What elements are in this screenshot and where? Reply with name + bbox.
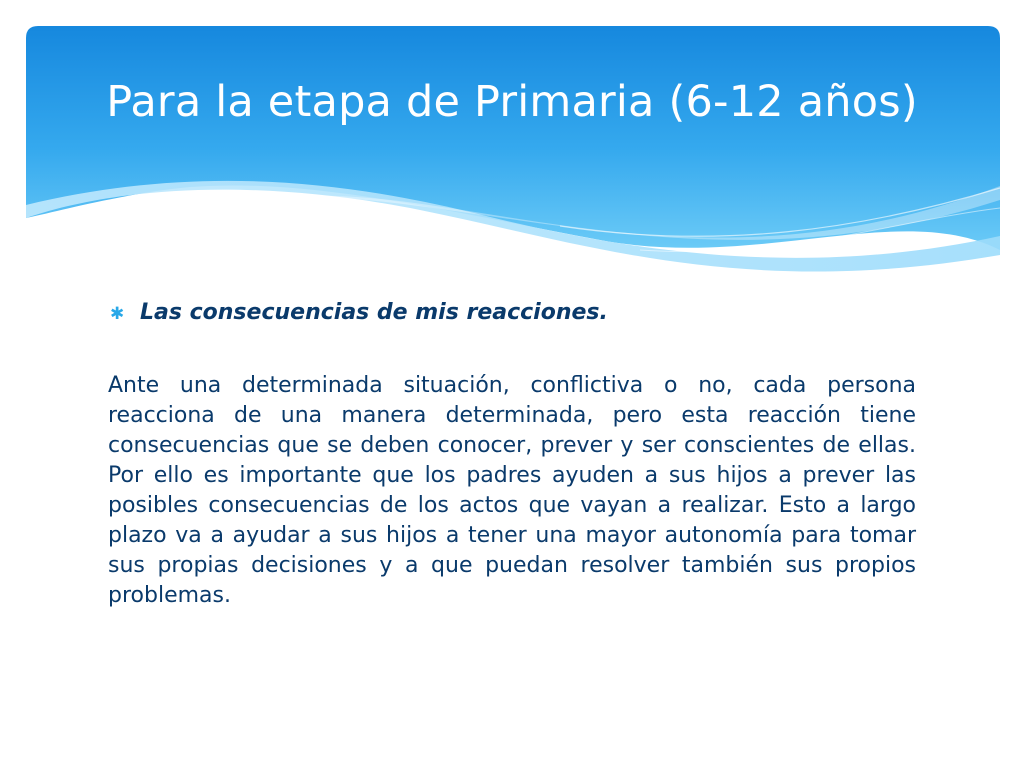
slide-title: Para la etapa de Primaria (6-12 años)	[106, 77, 918, 127]
bullet-item	[110, 300, 916, 325]
header-wave-background	[0, 0, 1024, 300]
slide-content	[108, 300, 916, 611]
body-paragraph: Ante una determinada situación, conflictiva o no, cada persona reacciona de una manera determinada, pero esta reacción tiene consecuencias que se deben conocer, prever y ser conscientes de ellas. Por ello es importante que los padres ayuden a sus hijos a prever las posibles consecuencias de los actos que vayan a realizar. Esto a largo plazo va a ayudar a sus hijos a tener una mayor autonomía para tomar sus propias decisiones y a que puedan resolver también sus propios problemas.	[108, 373, 916, 608]
asterisk-bullet-icon: ✱	[110, 304, 125, 324]
bullet-text: Las consecuencias de mis reacciones.	[140, 300, 608, 325]
